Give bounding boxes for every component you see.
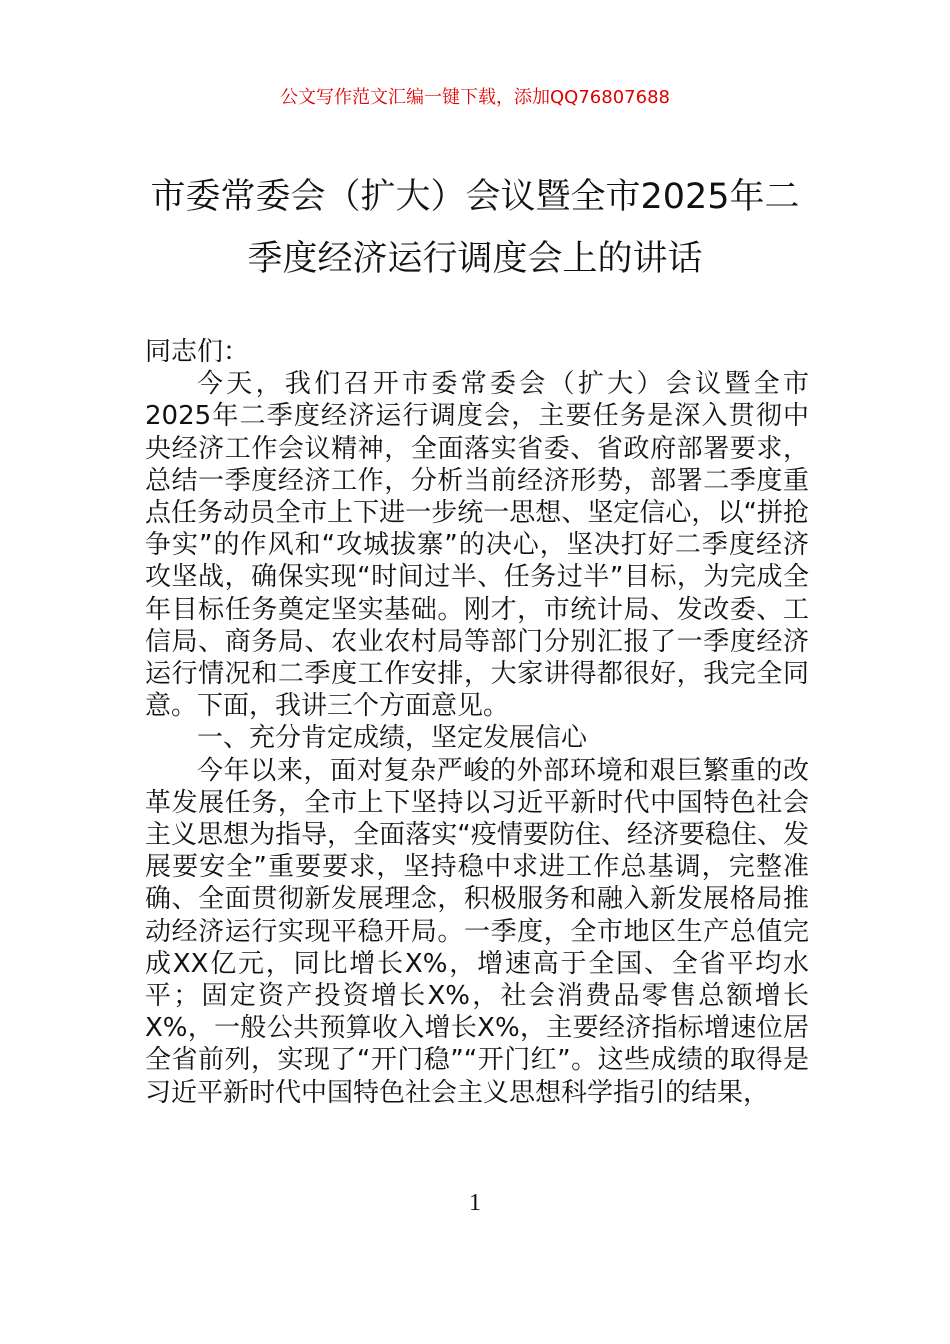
section-heading: 一、充分肯定成绩，坚定发展信心	[197, 723, 588, 754]
title-line-2: 季度经济运行调度会上的讲话	[247, 239, 703, 279]
page-number: 1	[469, 1190, 481, 1216]
document-body	[145, 336, 809, 1109]
title-line-1: 市委常委会（扩大）会议暨全市2025年二	[150, 177, 800, 217]
salutation: 同志们：	[145, 337, 250, 367]
promo-banner-text: 公文写作范文汇编一键下载，添加QQ76807688	[280, 87, 670, 108]
document-title	[140, 166, 810, 290]
paragraph-achievements: 今年以来，面对复杂严峻的外部环境和艰巨繁重的改革发展任务，全市上下坚持以习近平新时代中国特色社会主义思想为指导，全面落实“疫情要防住、经济要稳住、发展要安全”重要要求，坚持稳中求进工作总基调，完整准确、全面贯彻新发展理念，积极服务和融入新发展格局推动经济运行实现平稳开局。一季度，全市地区生产总值完成XX亿元，同比增长X%，增速高于全国、全省平均水平；固定资产投资增长X%，社会消费品零售总额增长X%，一般公共预算收入增长X%，主要经济指标增速位居全省前列，实现了“开门稳”“开门红”。这些成绩的取得是习近平新时代中国特色社会主义思想科学指引的结果，	[145, 755, 809, 1108]
paragraph-intro: 今天，我们召开市委常委会（扩大）会议暨全市2025年二季度经济运行调度会，主要任务是深入贯彻中央经济工作会议精神，全面落实省委、省政府部署要求，总结一季度经济工作，分析当前经济形势，部署二季度重点任务动员全市上下进一步统一思想、坚定信心，以“拼抢争实”的作风和“攻城拔寨”的决心，坚决打好二季度经济攻坚战，确保实现“时间过半、任务过半”目标，为完成全年目标任务奠定坚实基础。刚才，市统计局、发改委、工信局、商务局、农业农村局等部门分别汇报了一季度经济运行情况和二季度工作安排，大家讲得都很好，我完全同意。下面，我讲三个方面意见。	[145, 369, 809, 722]
